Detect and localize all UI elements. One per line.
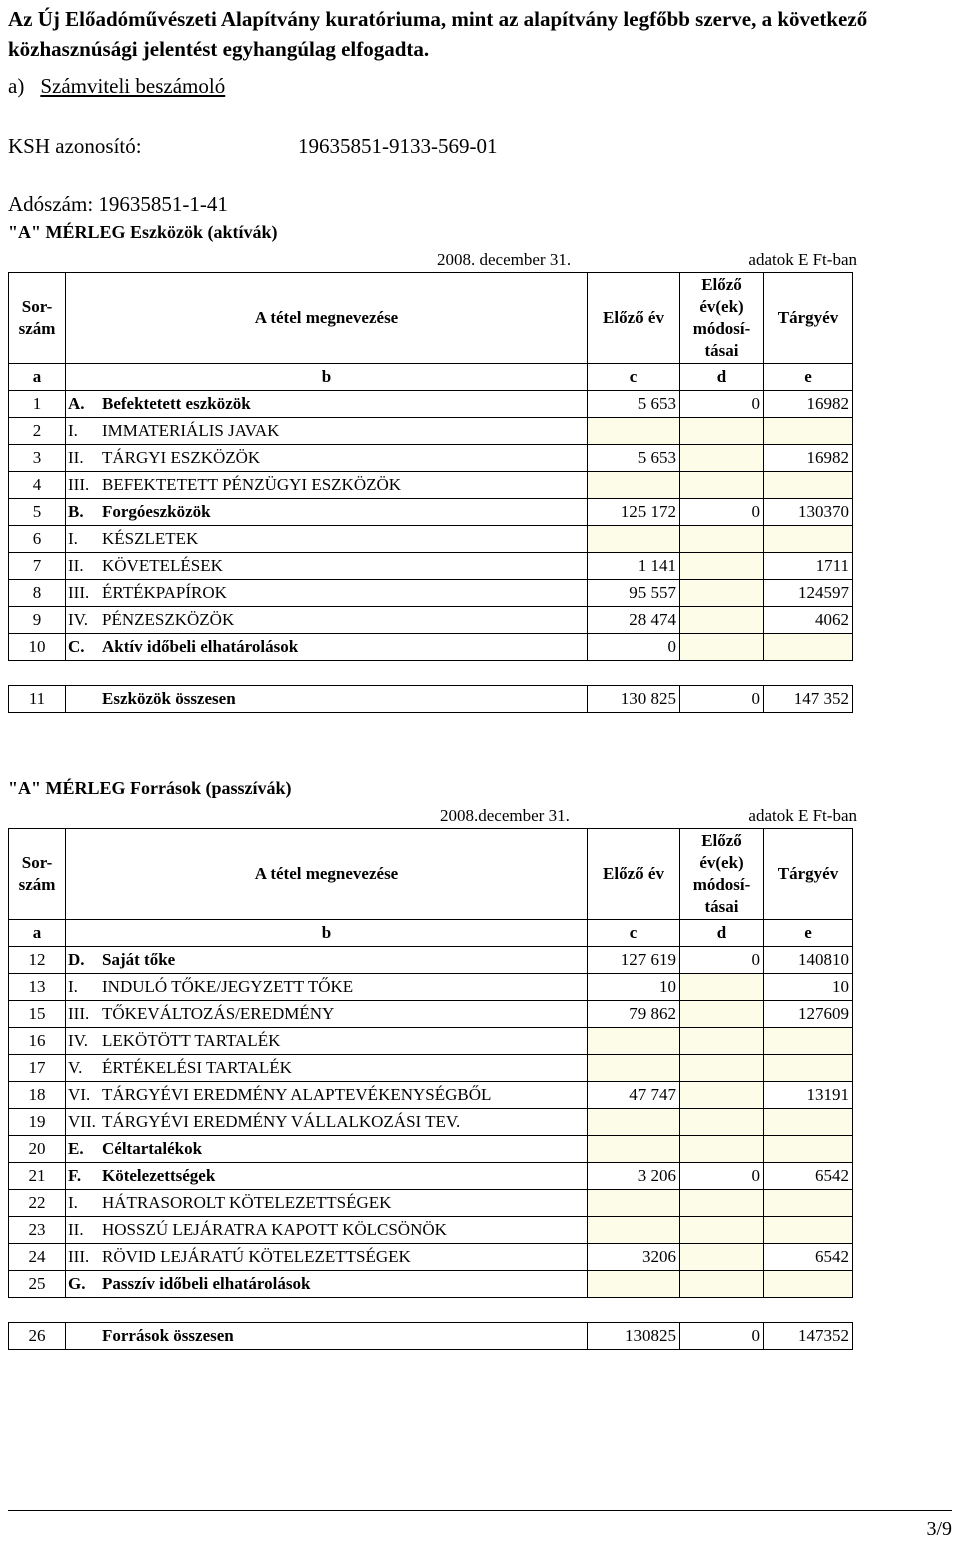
current-year-value [764,1217,853,1244]
assets-unit: adatok E Ft-ban [748,250,857,269]
row-label: ÉRTÉKPAPÍROK [102,583,227,602]
column-letter: e [764,920,853,947]
total-label [66,686,588,713]
row-number: 4 [9,472,66,499]
row-item [66,418,588,445]
header-modifications: Előző év(ek) módosí-tásai [680,829,764,920]
row-number: 9 [9,607,66,634]
previous-year-value [588,1190,680,1217]
total-previous-year: 130 825 [588,686,680,713]
row-item [66,391,588,418]
row-number: 22 [9,1190,66,1217]
current-year-value [764,1028,853,1055]
table-row [9,553,853,580]
spacer-row [9,661,853,686]
column-letter-row [9,364,853,391]
previous-year-value [588,1217,680,1244]
row-label: RÖVID LEJÁRATÚ KÖTELEZETTSÉGEK [102,1247,411,1266]
row-item [66,974,588,1001]
column-letter: d [680,364,764,391]
row-item [66,607,588,634]
column-letter: b [66,920,588,947]
current-year-value: 4062 [764,607,853,634]
row-label: Befektetett eszközök [102,394,251,413]
row-label: IMMATERIÁLIS JAVAK [102,421,280,440]
ksh-label: KSH azonosító: [8,134,142,158]
header-row [9,829,853,920]
section-heading [8,74,225,99]
row-number: 3 [9,445,66,472]
row-code: II. [68,556,84,575]
table-row [9,1001,853,1028]
header-current-year: Tárgyév [764,273,853,364]
modification-value: 0 [680,499,764,526]
row-item [66,1136,588,1163]
row-code: B. [68,502,84,521]
previous-year-value [588,472,680,499]
previous-year-value: 125 172 [588,499,680,526]
current-year-value [764,1271,853,1298]
modification-value [680,974,764,1001]
modification-value: 0 [680,391,764,418]
row-number: 21 [9,1163,66,1190]
row-code: III. [68,475,90,494]
row-number: 7 [9,553,66,580]
row-number: 5 [9,499,66,526]
row-label: TÁRGYI ESZKÖZÖK [102,448,261,467]
row-number: 19 [9,1109,66,1136]
assets-table [8,272,853,713]
table-row [9,1136,853,1163]
total-label [66,1323,588,1350]
spacer-row [9,1298,853,1323]
row-number: 10 [9,634,66,661]
row-code: I. [68,529,78,548]
current-year-value [764,418,853,445]
liabilities-unit: adatok E Ft-ban [748,806,857,825]
row-code: I. [68,1193,78,1212]
previous-year-value: 0 [588,634,680,661]
previous-year-value [588,1271,680,1298]
table-row [9,1217,853,1244]
previous-year-value: 3206 [588,1244,680,1271]
table-row [9,472,853,499]
row-code: V. [68,1058,83,1077]
current-year-value: 6542 [764,1163,853,1190]
total-number: 11 [9,686,66,713]
row-item [66,526,588,553]
row-label: HÁTRASOROLT KÖTELEZETTSÉGEK [102,1193,392,1212]
row-code: I. [68,421,78,440]
modification-value: 0 [680,1163,764,1190]
row-label: TÁRGYÉVI EREDMÉNY VÁLLALKOZÁSI TEV. [102,1112,461,1131]
table-row [9,580,853,607]
row-code: VII. [68,1112,96,1131]
row-item [66,1190,588,1217]
column-letter: c [588,920,680,947]
total-number: 26 [9,1323,66,1350]
current-year-value: 130370 [764,499,853,526]
table-row [9,391,853,418]
header-previous-year: Előző év [588,829,680,920]
row-label: BEFEKTETETT PÉNZÜGYI ESZKÖZÖK [102,475,402,494]
total-modification: 0 [680,1323,764,1350]
header-sorszam: Sor-szám [9,829,66,920]
modification-value [680,553,764,580]
previous-year-value: 3 206 [588,1163,680,1190]
current-year-value [764,1136,853,1163]
modification-value [680,1136,764,1163]
previous-year-value [588,526,680,553]
previous-year-value [588,418,680,445]
row-number: 15 [9,1001,66,1028]
row-code: II. [68,448,84,467]
modification-value [680,1109,764,1136]
modification-value [680,1082,764,1109]
column-letter-row [9,920,853,947]
row-number: 25 [9,1271,66,1298]
ksh-value: 19635851-9133-569-01 [298,134,498,158]
section-title: Számviteli beszámoló [40,74,226,98]
current-year-value: 13191 [764,1082,853,1109]
previous-year-value: 5 653 [588,391,680,418]
modification-value [680,418,764,445]
modification-value [680,1217,764,1244]
liabilities-date: 2008.december 31. [440,806,570,825]
row-item [66,1082,588,1109]
modification-value [680,526,764,553]
row-label: Forgóeszközök [102,502,211,521]
row-code: G. [68,1274,86,1293]
intro-statement: Az Új Előadóművészeti Alapítvány kuratóriuma, mint az alapítvány legfőbb szerve, a következő közhasznúsági jelentést egyhangúlag elfogadta. [8,7,868,61]
row-item [66,1271,588,1298]
modification-value [680,1271,764,1298]
current-year-value [764,1109,853,1136]
previous-year-value: 79 862 [588,1001,680,1028]
row-number: 12 [9,947,66,974]
spacer [9,661,853,686]
table-row [9,418,853,445]
row-label: Aktív időbeli elhatárolások [102,637,299,656]
row-number: 18 [9,1082,66,1109]
column-letter: b [66,364,588,391]
current-year-value: 16982 [764,391,853,418]
modification-value [680,1244,764,1271]
row-label: Kötelezettségek [102,1166,216,1185]
row-label: LEKÖTÖTT TARTALÉK [102,1031,281,1050]
row-code: III. [68,1004,90,1023]
previous-year-value: 1 141 [588,553,680,580]
previous-year-value [588,1109,680,1136]
previous-year-value: 10 [588,974,680,1001]
row-item [66,1244,588,1271]
total-previous-year: 130825 [588,1323,680,1350]
current-year-value [764,634,853,661]
row-label: Céltartalékok [102,1139,203,1158]
row-item [66,1028,588,1055]
table-row [9,445,853,472]
total-row [9,686,853,713]
header-previous-year: Előző év [588,273,680,364]
footer-rule [8,1510,952,1511]
row-label: Passzív időbeli elhatárolások [102,1274,311,1293]
header-row [9,273,853,364]
row-number: 1 [9,391,66,418]
row-number: 23 [9,1217,66,1244]
current-year-value [764,472,853,499]
row-label: INDULÓ TŐKE/JEGYZETT TŐKE [102,977,354,996]
total-label-text: Eszközök összesen [102,689,236,708]
row-label: TŐKEVÁLTOZÁS/EREDMÉNY [102,1004,335,1023]
table-row [9,1163,853,1190]
table-row [9,1190,853,1217]
total-row [9,1323,853,1350]
row-item [66,634,588,661]
column-letter: a [9,364,66,391]
header-sorszam: Sor-szám [9,273,66,364]
total-modification: 0 [680,686,764,713]
row-item [66,580,588,607]
previous-year-value: 127 619 [588,947,680,974]
table-row [9,1109,853,1136]
row-code: A. [68,394,85,413]
total-current-year: 147352 [764,1323,853,1350]
row-label: Saját tőke [102,950,176,969]
modification-value [680,634,764,661]
previous-year-value [588,1028,680,1055]
row-label: PÉNZESZKÖZÖK [102,610,235,629]
table-row [9,1082,853,1109]
current-year-value [764,1055,853,1082]
header-name: A tétel megnevezése [66,273,588,364]
row-number: 20 [9,1136,66,1163]
header-modifications: Előző év(ek) módosí-tásai [680,273,764,364]
row-code: II. [68,1220,84,1239]
previous-year-value [588,1136,680,1163]
modification-value [680,1028,764,1055]
row-item [66,472,588,499]
row-code: III. [68,583,90,602]
row-label: ÉRTÉKELÉSI TARTALÉK [102,1058,292,1077]
liabilities-title: "A" MÉRLEG Források (passzívák) [8,778,292,798]
row-code: IV. [68,610,88,629]
modification-value [680,580,764,607]
assets-date: 2008. december 31. [437,250,572,269]
table-row [9,1028,853,1055]
row-item [66,1001,588,1028]
spacer [9,1298,853,1323]
row-number: 24 [9,1244,66,1271]
row-item [66,445,588,472]
total-label-text: Források összesen [102,1326,234,1345]
row-item [66,1163,588,1190]
previous-year-value [588,1055,680,1082]
modification-value [680,1055,764,1082]
row-label: HOSSZÚ LEJÁRATRA KAPOTT KÖLCSÖNÖK [102,1220,447,1239]
table-row [9,499,853,526]
table-row [9,607,853,634]
row-item [66,553,588,580]
table-row [9,947,853,974]
row-label: KÉSZLETEK [102,529,199,548]
row-number: 17 [9,1055,66,1082]
row-code: D. [68,950,85,969]
modification-value [680,1190,764,1217]
assets-title: "A" MÉRLEG Eszközök (aktívák) [8,222,278,242]
previous-year-value: 95 557 [588,580,680,607]
current-year-value [764,526,853,553]
table-row [9,526,853,553]
table-row [9,1271,853,1298]
header-current-year: Tárgyév [764,829,853,920]
table-row [9,1244,853,1271]
table-row [9,634,853,661]
column-letter: d [680,920,764,947]
table-row [9,974,853,1001]
modification-value: 0 [680,947,764,974]
current-year-value [764,1190,853,1217]
modification-value [680,445,764,472]
modification-value [680,472,764,499]
row-code: C. [68,637,85,656]
current-year-value: 124597 [764,580,853,607]
row-number: 13 [9,974,66,1001]
current-year-value: 1711 [764,553,853,580]
row-code: IV. [68,1031,88,1050]
page-number: 3/9 [926,1518,952,1540]
liabilities-table [8,828,853,1350]
column-letter: a [9,920,66,947]
row-number: 2 [9,418,66,445]
section-letter: a) [8,74,25,98]
row-code: III. [68,1247,90,1266]
row-number: 16 [9,1028,66,1055]
modification-value [680,607,764,634]
header-name: A tétel megnevezése [66,829,588,920]
row-item [66,1217,588,1244]
current-year-value: 127609 [764,1001,853,1028]
current-year-value: 140810 [764,947,853,974]
current-year-value: 10 [764,974,853,1001]
column-letter: c [588,364,680,391]
row-label: KÖVETELÉSEK [102,556,223,575]
total-current-year: 147 352 [764,686,853,713]
row-number: 8 [9,580,66,607]
row-code: E. [68,1139,84,1158]
row-item [66,499,588,526]
previous-year-value: 47 747 [588,1082,680,1109]
row-label: TÁRGYÉVI EREDMÉNY ALAPTEVÉKENYSÉGBŐL [102,1085,492,1104]
row-code: I. [68,977,78,996]
row-code: F. [68,1166,82,1185]
current-year-value: 6542 [764,1244,853,1271]
previous-year-value: 28 474 [588,607,680,634]
current-year-value: 16982 [764,445,853,472]
table-row [9,1055,853,1082]
previous-year-value: 5 653 [588,445,680,472]
column-letter: e [764,364,853,391]
row-code: VI. [68,1085,91,1104]
tax-number: Adószám: 19635851-1-41 [8,192,228,216]
row-item [66,1109,588,1136]
row-number: 6 [9,526,66,553]
row-item [66,1055,588,1082]
modification-value [680,1001,764,1028]
row-item [66,947,588,974]
